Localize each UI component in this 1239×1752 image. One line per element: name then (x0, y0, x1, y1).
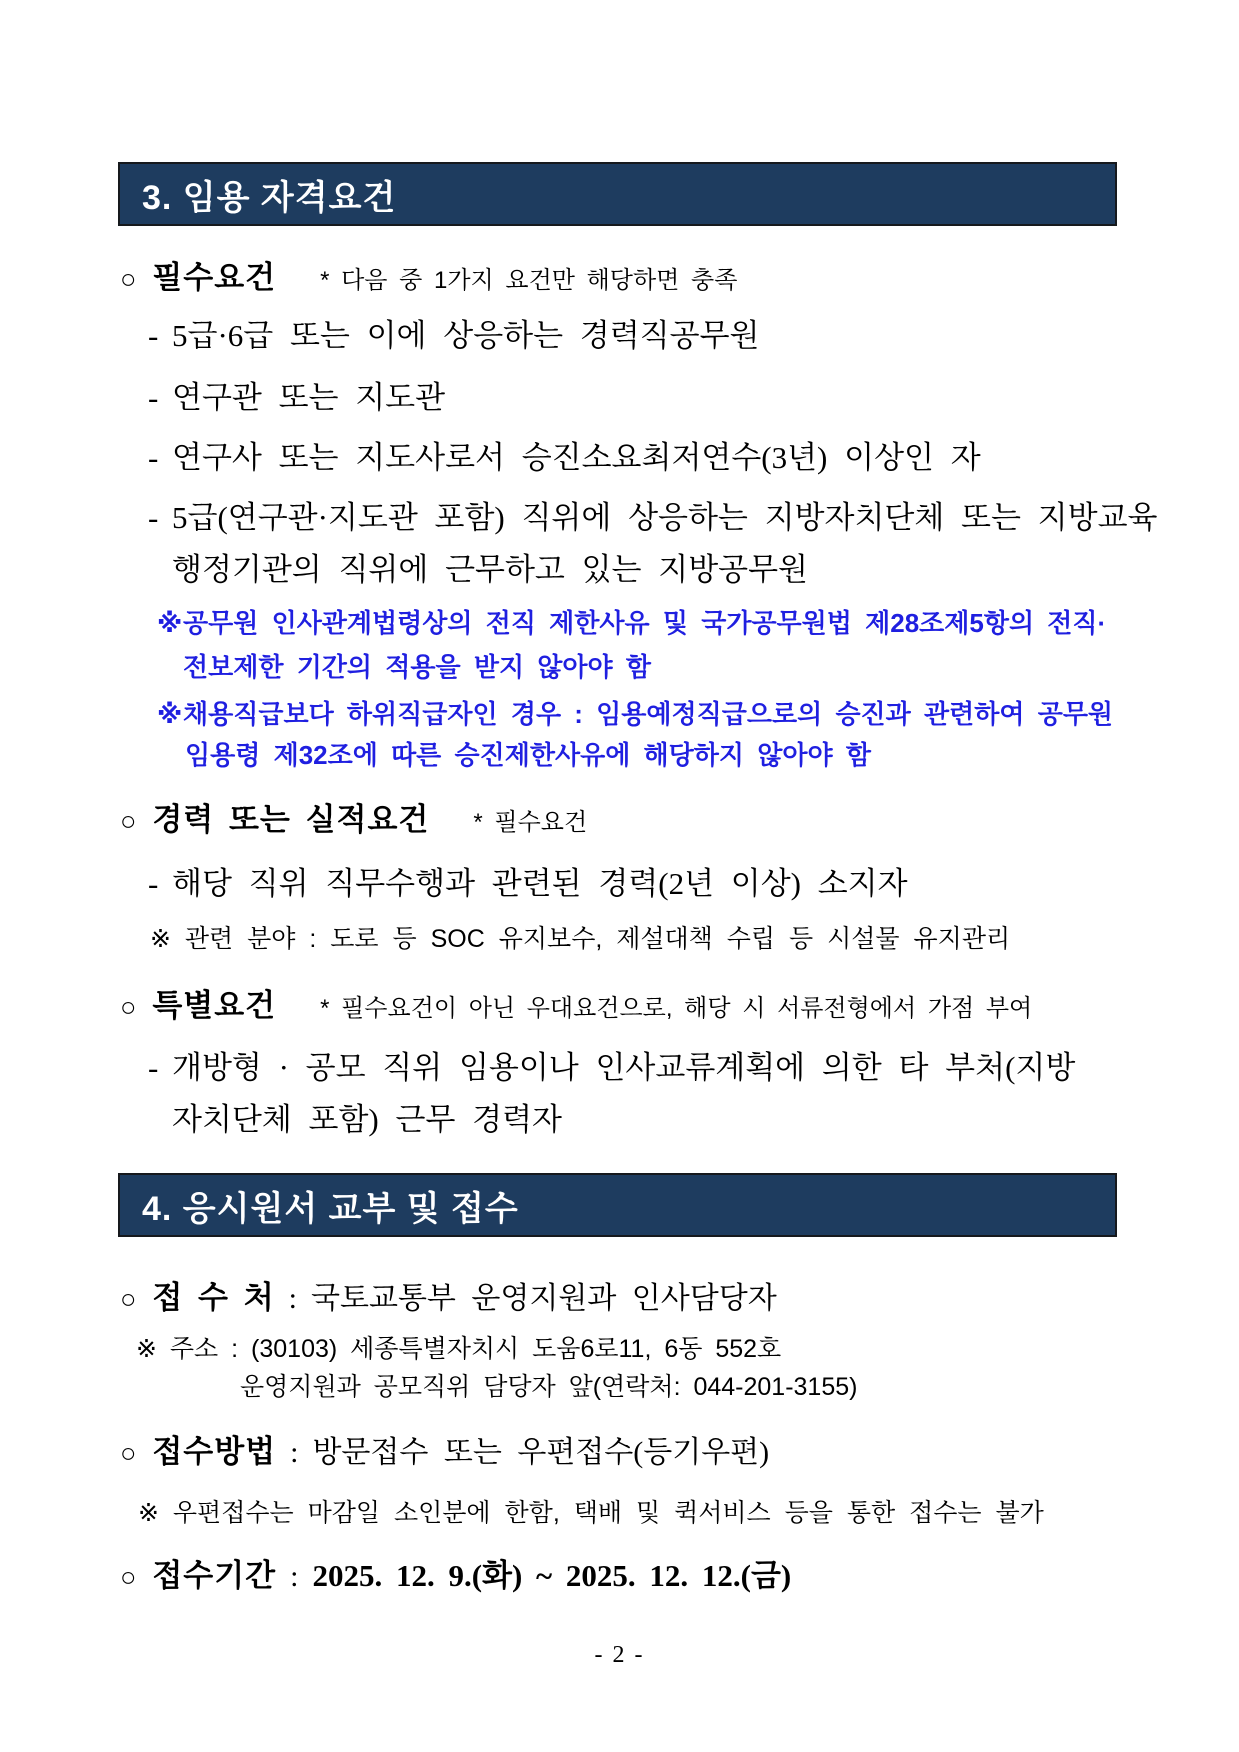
special-item-line1: 개방형 · 공모 직위 임용이나 인사교류계획에 의한 타 부처(지방 (172, 1050, 1076, 1085)
legal-note-2-line2: 임용령 제32조에 따른 승진제한사유에 해당하지 않아야 함 (185, 740, 871, 770)
dash-marker: - (148, 500, 159, 535)
required-item-3-text: 연구사 또는 지도사로서 승진소요최저연수(3년) 이상인 자 (172, 440, 981, 475)
career-item (148, 864, 908, 904)
reception-period-title: 접수기간 (152, 1558, 277, 1593)
career-item-text: 해당 직위 직무수행과 관련된 경력(2년 이상) 소지자 (172, 866, 908, 901)
special-title: 특별요건 (152, 988, 277, 1023)
required-item-4 (148, 498, 1157, 538)
section-4-header-bar (118, 1173, 1117, 1237)
required-item-1-text: 5급·6급 또는 이에 상응하는 경력직공무원 (172, 318, 760, 353)
special-item (148, 1048, 1075, 1088)
required-title: 필수요건 (152, 260, 277, 295)
dash-marker: - (148, 1050, 159, 1085)
page-number: - 2 - (594, 1642, 645, 1668)
reception-period-value: 2025. 12. 9.(화) ~ 2025. 12. 12.(금) (312, 1558, 792, 1593)
circle-marker: ○ (120, 264, 137, 294)
colon-separator: : (288, 1282, 297, 1315)
section-3-title: 3. 임용 자격요건 (142, 178, 397, 217)
reception-period-row (120, 1558, 791, 1595)
circle-marker: ○ (120, 1438, 137, 1468)
circle-marker: ○ (120, 806, 137, 836)
reception-place-value: 국토교통부 운영지원과 인사담당자 (311, 1282, 777, 1315)
reception-method-row (120, 1434, 769, 1471)
required-requirements-heading (120, 260, 737, 297)
career-requirements-heading (120, 802, 587, 839)
legal-note-2 (157, 697, 1113, 731)
legal-note-1-line1: 공무원 인사관계법령상의 전직 제한사유 및 국가공무원법 제28조제5항의 전직· (183, 608, 1107, 638)
legal-note-2-line1: 채용직급보다 하위직급자인 경우 : 임용예정직급으로의 승진과 관련하여 공무원 (183, 699, 1114, 729)
reception-place-title: 접 수 처 (152, 1280, 275, 1315)
required-item-2-text: 연구관 또는 지도관 (172, 380, 446, 415)
reception-place-row (120, 1280, 777, 1317)
dash-marker: - (148, 866, 159, 901)
reception-method-title: 접수방법 (152, 1434, 277, 1469)
career-related-field-note: ※ 관련 분야 : 도로 등 SOC 유지보수, 제설대책 수립 등 시설물 유지관리 (150, 925, 1011, 953)
section-3-header-bar (118, 162, 1117, 226)
reference-marker: ※ (157, 699, 183, 729)
section-4-title: 4. 응시원서 교부 및 접수 (142, 1189, 519, 1228)
special-note: * 필수요건이 아닌 우대요건으로, 해당 시 서류전형에서 가점 부여 (320, 995, 1033, 1022)
reception-address-line2: 운영지원과 공모직위 담당자 앞(연락처: 044-201-3155) (240, 1373, 858, 1401)
reception-address-line1: ※ 주소 : (30103) 세종특별자치시 도움6로11, 6동 552호 (136, 1335, 782, 1363)
reference-marker: ※ (157, 608, 183, 638)
legal-note-1 (157, 606, 1106, 640)
special-item-line2: 자치단체 포함) 근무 경력자 (172, 1102, 562, 1137)
required-item-2 (148, 378, 445, 418)
dash-marker: - (148, 380, 159, 415)
required-item-4-text-line2: 행정기관의 직위에 근무하고 있는 지방공무원 (172, 552, 808, 587)
legal-note-1-line2: 전보제한 기간의 적용을 받지 않아야 함 (183, 652, 651, 682)
career-title: 경력 또는 실적요건 (152, 802, 430, 837)
dash-marker: - (148, 440, 159, 475)
career-note: * 필수요건 (473, 809, 588, 836)
circle-marker: ○ (120, 992, 137, 1022)
circle-marker: ○ (120, 1284, 137, 1314)
special-requirements-heading (120, 988, 1032, 1025)
circle-marker: ○ (120, 1562, 137, 1592)
required-item-1 (148, 316, 759, 356)
required-item-3 (148, 438, 981, 478)
colon-separator: : (290, 1560, 299, 1593)
required-item-4-text: 5급(연구관·지도관 포함) 직위에 상응하는 지방자치단체 또는 지방교육 (172, 500, 1158, 535)
required-note: * 다음 중 1가지 요건만 해당하면 충족 (320, 267, 738, 294)
colon-separator: : (290, 1436, 299, 1469)
reception-method-note: ※ 우편접수는 마감일 소인분에 한함, 택배 및 퀵서비스 등을 통한 접수는 불가 (138, 1499, 1044, 1527)
reception-method-value: 방문접수 또는 우편접수(등기우편) (312, 1436, 770, 1469)
dash-marker: - (148, 318, 159, 353)
